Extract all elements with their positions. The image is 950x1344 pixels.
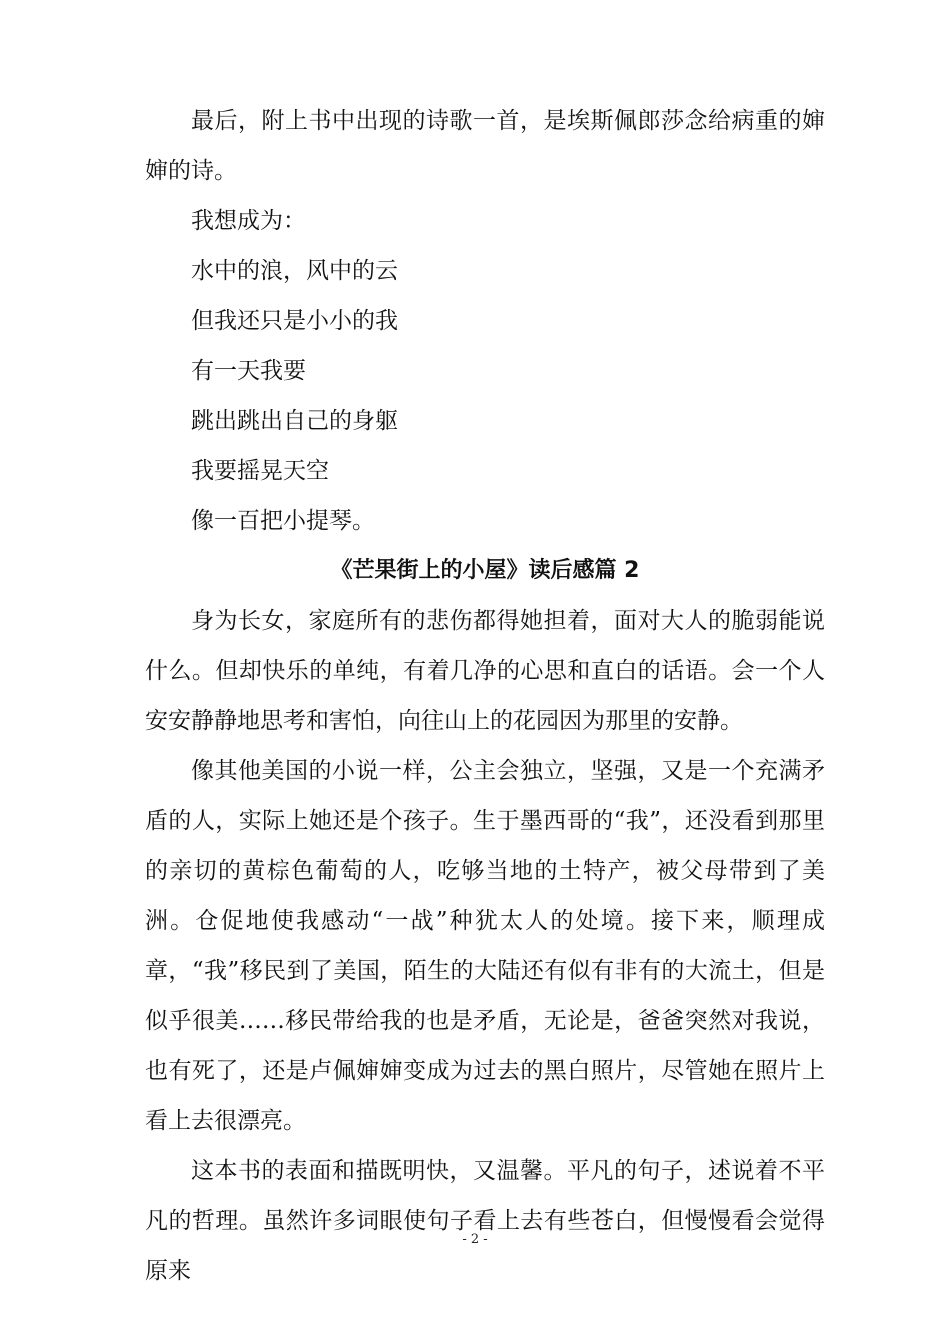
- document-body: [145, 96, 825, 1296]
- section-heading: 《芒果街上的小屋》读后感篇 2: [330, 558, 640, 583]
- poem-line: 跳出跳出自己的身躯: [191, 408, 398, 434]
- poem-line: 有一天我要: [191, 358, 306, 384]
- body-paragraph: 这本书的表面和描既明快，又温馨。平凡的句子，述说着不平凡的哲理。虽然许多词眼使句子看上去有些苍白，但慢慢看会觉得原来: [145, 1158, 825, 1284]
- poem-line: 我要摇晃天空: [191, 458, 329, 484]
- poem-line: 像一百把小提琴。: [191, 508, 375, 534]
- poem: [145, 196, 825, 546]
- poem-line: 水中的浪，风中的云: [191, 258, 398, 284]
- poem-line: 但我还只是小小的我: [191, 308, 398, 334]
- page-number: - 2 -: [462, 1232, 488, 1247]
- body-paragraph: 身为长女，家庭所有的悲伤都得她担着，面对大人的脆弱能说什么。但却快乐的单纯，有着几净的心思和直白的话语。会一个人安安静静地思考和害怕，向往山上的花园因为那里的安静。: [145, 608, 825, 734]
- poem-line: 我想成为：: [191, 208, 306, 234]
- intro-paragraph: 最后，附上书中出现的诗歌一首，是埃斯佩郎莎念给病重的婶婶的诗。: [145, 108, 825, 184]
- body-paragraph: 像其他美国的小说一样，公主会独立，坚强，又是一个充满矛盾的人，实际上她还是个孩子。生于墨西哥的“我”，还没看到那里的亲切的黄棕色葡萄的人，吃够当地的土特产，被父母带到了美洲。仓促地使我感动“一战”种犹太人的处境。接下来，顺理成章，“我”移民到了美国，陌生的大陆还有似有非有的大流土，但是似乎很美……移民带给我的也是矛盾，无论是，爸爸突然对我说，也有死了，还是卢佩婶婶变成为过去的黑白照片，尽管她在照片上看上去很漂亮。: [145, 758, 825, 1134]
